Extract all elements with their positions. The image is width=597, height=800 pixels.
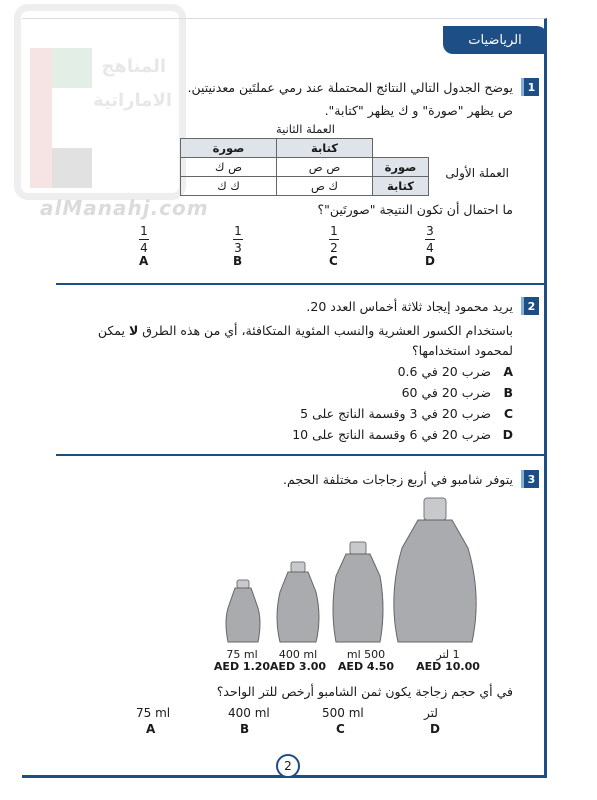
bottle-size-label: 400 ml <box>278 648 318 661</box>
q3-intro: يتوفر شامبو في أربع زجاجات مختلفة الحجم. <box>283 472 513 487</box>
q2-question: باستخدام الكسور العشرية والنسب المئوية المتكافئة، أي من هذه الطرق لا يمكن <box>97 323 513 338</box>
table-col-header: صورة <box>181 139 277 158</box>
q2-option-c: C ضرب 20 في 3 وقسمة الناتج على 5 <box>300 406 513 421</box>
q1-question: ما احتمال أن تكون النتيجة "صورتَين"؟ <box>317 202 513 217</box>
q3-option-c-letter: C <box>336 722 345 736</box>
table-row-group-label: العملة الأولى <box>445 166 509 180</box>
q3-option-a-text: 75 ml <box>136 706 171 720</box>
question-number-2: 2 <box>521 297 539 315</box>
q3-question: في أي حجم زجاجة يكون ثمن الشامبو أرخص للتر الواحد؟ <box>216 684 513 699</box>
bottle-size-label: 500 ml <box>346 648 386 661</box>
table-col-group-label: العملة الثانية <box>275 122 335 136</box>
outcomes-table <box>180 138 429 196</box>
bottle-price-label: AED 3.00 <box>269 660 327 673</box>
option-d-letter: D <box>425 254 435 268</box>
bottle-price-label: AED 4.50 <box>337 660 395 673</box>
watermark-text: المناهج <box>101 56 166 77</box>
question-number-3: 3 <box>521 470 539 488</box>
question-divider <box>56 454 546 456</box>
bottle-price-label: AED 10.00 <box>416 660 480 673</box>
option-a-letter: A <box>139 254 149 268</box>
q2-option-d: D ضرب 20 في 6 وقسمة الناتج على 10 <box>292 427 513 442</box>
q1-legend: ص يظهر "صورة" و ك يظهر "كتابة". <box>324 103 513 118</box>
bottle-500ml-icon <box>333 542 383 642</box>
option-b-fraction: 1 3 <box>234 224 242 255</box>
table-cell: ص ص <box>277 158 373 177</box>
table-cell: ك ص <box>277 177 373 196</box>
q2-option-a: A ضرب 20 في 0.6 <box>397 364 513 379</box>
option-a-fraction: 1 4 <box>140 224 148 255</box>
q3-option-d-letter: D <box>430 722 440 736</box>
q3-option-b-letter: B <box>240 722 250 736</box>
question-number-1: 1 <box>521 78 539 96</box>
option-c-letter: C <box>329 254 338 268</box>
table-col-header: كتابة <box>277 139 373 158</box>
page-number: 2 <box>276 754 300 778</box>
q3-option-d-text: لتر <box>424 706 438 720</box>
q2-question-cont: لمحمود استخدامها؟ <box>411 343 513 358</box>
table-cell: ك ك <box>181 177 277 196</box>
table-row <box>181 139 429 158</box>
bottle-price-label: AED 1.20 <box>213 660 271 673</box>
table-row <box>181 177 429 196</box>
q2-intro: يريد محمود إيجاد ثلاثة أخماس العدد 20. <box>306 299 513 314</box>
option-c-fraction: 1 2 <box>330 224 338 255</box>
bottle-size-label: 1 لتر <box>436 648 460 661</box>
q2-option-b: B ضرب 20 في 60 <box>401 385 513 400</box>
q1-intro: يوضح الجدول التالي النتائج المحتملة عند رمي عملتَين معدنيتين. <box>187 80 513 95</box>
question-divider <box>56 283 546 285</box>
shampoo-bottles-illustration <box>200 492 500 648</box>
subject-tab: الرياضيات <box>443 26 547 54</box>
table-row-header: كتابة <box>373 177 429 196</box>
watermark-url: alManahj.com <box>40 196 209 220</box>
q3-option-b-text: 400 ml <box>228 706 270 720</box>
option-b-letter: B <box>233 254 243 268</box>
bottle-1l-icon <box>394 498 476 642</box>
table-row <box>181 158 429 177</box>
table-row-header: صورة <box>373 158 429 177</box>
table-cell: ص ك <box>181 158 277 177</box>
option-d-fraction: 3 4 <box>426 224 434 255</box>
q3-option-c-text: 500 ml <box>322 706 364 720</box>
bottle-400ml-icon <box>277 562 319 642</box>
q3-option-a-letter: A <box>146 722 156 736</box>
watermark-text: الاماراتية <box>92 90 172 111</box>
bottle-75ml-icon <box>226 580 260 642</box>
bottle-size-label: 75 ml <box>226 648 258 661</box>
